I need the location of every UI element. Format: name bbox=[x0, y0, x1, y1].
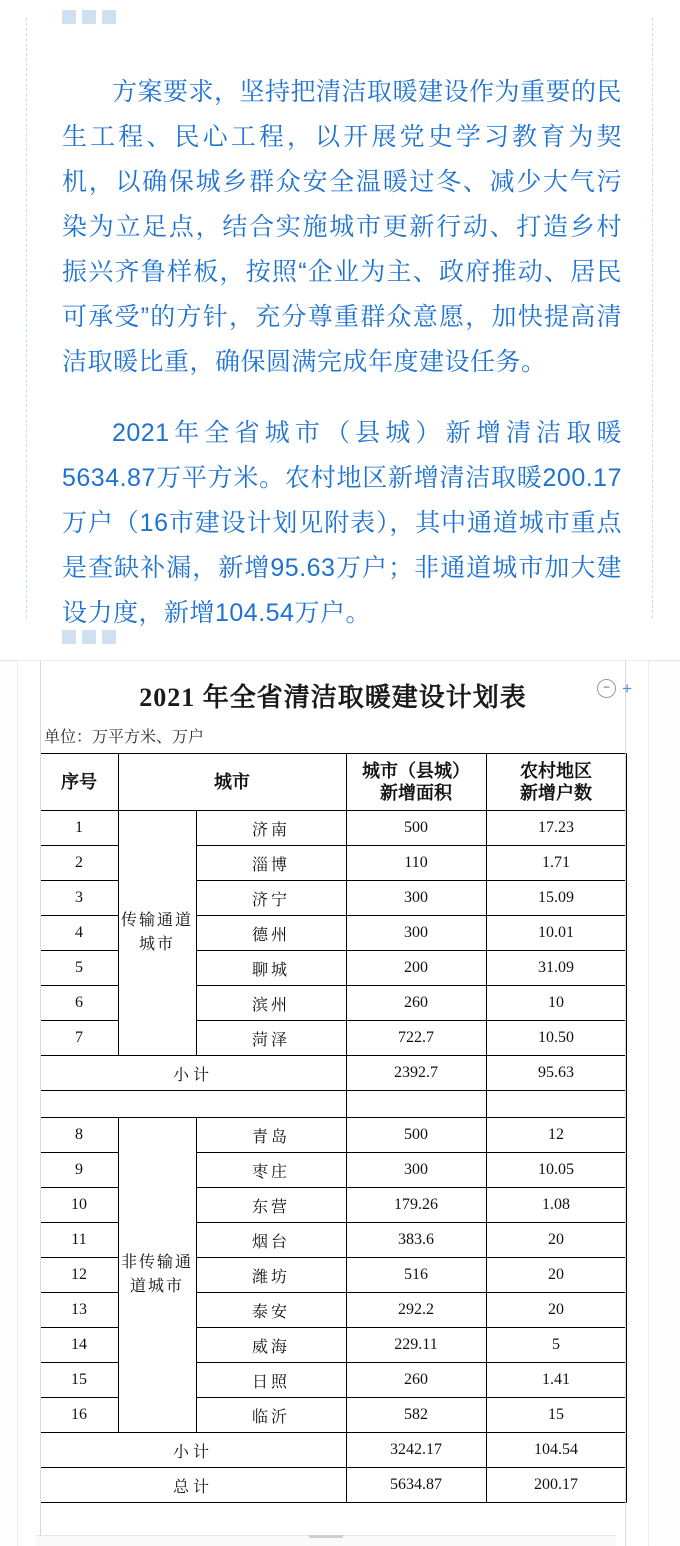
column-header-households-line2: 新增户数 bbox=[520, 783, 592, 803]
cell-no: 9 bbox=[40, 1153, 118, 1188]
grand-total-area: 5634.87 bbox=[346, 1468, 486, 1503]
page-break-handle[interactable] bbox=[309, 1535, 343, 1538]
article-paragraph-1: 方案要求，坚持把清洁取暖建设作为重要的民生工程、民心工程，以开展党史学习教育为契机，以确保城乡群众安全温暖过冬、减少大气污染为立足点，结合实施城市更新行动、打造乡村振兴齐鲁样板，按照“企业为主、政府推动、居民可承受”的方针，充分尊重群众意愿，加快提高清洁取暖比重，确保圆满完成年度建设任务。 bbox=[62, 78, 623, 376]
spacer-cell-left bbox=[40, 1091, 346, 1118]
cell-households: 10 bbox=[486, 986, 626, 1021]
cell-households: 15 bbox=[486, 1398, 626, 1433]
cell-area: 500 bbox=[346, 811, 486, 846]
cell-no: 2 bbox=[40, 846, 118, 881]
cell-area: 229.11 bbox=[346, 1328, 486, 1363]
cell-city: 东营 bbox=[196, 1188, 346, 1223]
cell-area: 582 bbox=[346, 1398, 486, 1433]
cell-city: 德州 bbox=[196, 916, 346, 951]
page-title: 2021 年全省清洁取暖建设计划表 bbox=[139, 683, 527, 712]
cell-area: 383.6 bbox=[346, 1223, 486, 1258]
cell-households: 10.50 bbox=[486, 1021, 626, 1056]
cell-no: 13 bbox=[40, 1293, 118, 1328]
zoom-controls[interactable] bbox=[597, 679, 632, 698]
zoom-out-icon[interactable]: − bbox=[597, 679, 616, 698]
cell-area: 300 bbox=[346, 881, 486, 916]
cell-city: 济宁 bbox=[196, 881, 346, 916]
cell-city: 烟台 bbox=[196, 1223, 346, 1258]
cell-area: 292.2 bbox=[346, 1293, 486, 1328]
cell-no: 14 bbox=[40, 1328, 118, 1363]
cell-no: 12 bbox=[40, 1258, 118, 1293]
subtotal-label-group1: 小计 bbox=[40, 1056, 346, 1091]
table-subtotal-row bbox=[40, 1433, 626, 1468]
cell-city: 聊城 bbox=[196, 951, 346, 986]
column-header-area-line1: 城市（县城） bbox=[362, 761, 470, 781]
zoom-in-icon[interactable]: + bbox=[622, 679, 632, 698]
table-header-row bbox=[40, 754, 626, 811]
cell-households: 17.23 bbox=[486, 811, 626, 846]
group-label-non-transmission: 非传输通道城市 bbox=[118, 1118, 196, 1433]
cell-no: 11 bbox=[40, 1223, 118, 1258]
cell-households: 12 bbox=[486, 1118, 626, 1153]
subtotal-households-group2: 104.54 bbox=[486, 1433, 626, 1468]
unit-note: 单位：万平方米、万户 bbox=[44, 729, 205, 746]
column-header-households bbox=[486, 754, 626, 811]
subtotal-label-group2: 小计 bbox=[40, 1433, 346, 1468]
cell-households: 1.71 bbox=[486, 846, 626, 881]
cell-area: 179.26 bbox=[346, 1188, 486, 1223]
cell-city: 临沂 bbox=[196, 1398, 346, 1433]
cell-area: 260 bbox=[346, 986, 486, 1021]
grand-total-label: 总计 bbox=[40, 1468, 346, 1503]
cell-households: 1.08 bbox=[486, 1188, 626, 1223]
cell-area: 500 bbox=[346, 1118, 486, 1153]
table-spacer-row bbox=[40, 1091, 626, 1118]
plan-table bbox=[40, 753, 627, 1503]
page-margin-guide-right bbox=[625, 661, 626, 1546]
cell-area: 300 bbox=[346, 1153, 486, 1188]
column-header-area bbox=[346, 754, 486, 811]
cell-no: 6 bbox=[40, 986, 118, 1021]
cell-area: 260 bbox=[346, 1363, 486, 1398]
document-page bbox=[18, 661, 648, 1546]
cell-city: 潍坊 bbox=[196, 1258, 346, 1293]
cell-no: 8 bbox=[40, 1118, 118, 1153]
cell-households: 20 bbox=[486, 1223, 626, 1258]
spacer-cell-households bbox=[486, 1091, 626, 1118]
cell-city: 泰安 bbox=[196, 1293, 346, 1328]
decorative-rule-left bbox=[26, 18, 28, 618]
cell-households: 31.09 bbox=[486, 951, 626, 986]
cell-no: 4 bbox=[40, 916, 118, 951]
table-total-row bbox=[40, 1468, 626, 1503]
cell-area: 722.7 bbox=[346, 1021, 486, 1056]
cell-no: 5 bbox=[40, 951, 118, 986]
subtotal-households-group1: 95.63 bbox=[486, 1056, 626, 1091]
column-header-households-line1: 农村地区 bbox=[520, 761, 592, 781]
cell-households: 20 bbox=[486, 1258, 626, 1293]
cell-no: 15 bbox=[40, 1363, 118, 1398]
table-row bbox=[40, 1118, 626, 1153]
cell-city: 枣庄 bbox=[196, 1153, 346, 1188]
cell-area: 200 bbox=[346, 951, 486, 986]
cell-city: 淄博 bbox=[196, 846, 346, 881]
decorative-rule-right bbox=[652, 18, 654, 618]
article-body bbox=[62, 70, 622, 636]
cell-households: 10.05 bbox=[486, 1153, 626, 1188]
column-header-city: 城市 bbox=[118, 754, 346, 811]
cell-area: 110 bbox=[346, 846, 486, 881]
page-margin-guide-left bbox=[40, 661, 41, 1546]
cell-no: 1 bbox=[40, 811, 118, 846]
cell-area: 300 bbox=[346, 916, 486, 951]
grand-total-households: 200.17 bbox=[486, 1468, 626, 1503]
cell-no: 10 bbox=[40, 1188, 118, 1223]
subtotal-area-group1: 2392.7 bbox=[346, 1056, 486, 1091]
cell-no: 3 bbox=[40, 881, 118, 916]
cell-no: 7 bbox=[40, 1021, 118, 1056]
table-row bbox=[40, 811, 626, 846]
table-subtotal-row bbox=[40, 1056, 626, 1091]
document-viewer bbox=[0, 660, 680, 1545]
cell-city: 菏泽 bbox=[196, 1021, 346, 1056]
cell-city: 济南 bbox=[196, 811, 346, 846]
article-paragraph-2: 2021年全省城市（县城）新增清洁取暖5634.87万平方米。农村地区新增清洁取暖200.17万户（16市建设计划见附表），其中通道城市重点是查缺补漏，新增95.63万户；非通道城市加大建设力度，新增104.54万户。 bbox=[62, 419, 622, 627]
column-header-area-line2: 新增面积 bbox=[380, 783, 452, 803]
cell-city: 青岛 bbox=[196, 1118, 346, 1153]
cell-area: 516 bbox=[346, 1258, 486, 1293]
cell-households: 20 bbox=[486, 1293, 626, 1328]
cell-households: 5 bbox=[486, 1328, 626, 1363]
column-header-no: 序号 bbox=[40, 754, 118, 811]
document-bottom-bar bbox=[36, 1535, 616, 1546]
cell-city: 日照 bbox=[196, 1363, 346, 1398]
cell-no: 16 bbox=[40, 1398, 118, 1433]
cell-city: 威海 bbox=[196, 1328, 346, 1363]
cell-households: 15.09 bbox=[486, 881, 626, 916]
decorative-dots-top bbox=[62, 10, 116, 24]
cell-city: 滨州 bbox=[196, 986, 346, 1021]
cell-households: 10.01 bbox=[486, 916, 626, 951]
group-label-transmission: 传输通道城市 bbox=[118, 811, 196, 1056]
cell-households: 1.41 bbox=[486, 1363, 626, 1398]
article-section bbox=[0, 0, 680, 660]
subtotal-area-group2: 3242.17 bbox=[346, 1433, 486, 1468]
spacer-cell-area bbox=[346, 1091, 486, 1118]
